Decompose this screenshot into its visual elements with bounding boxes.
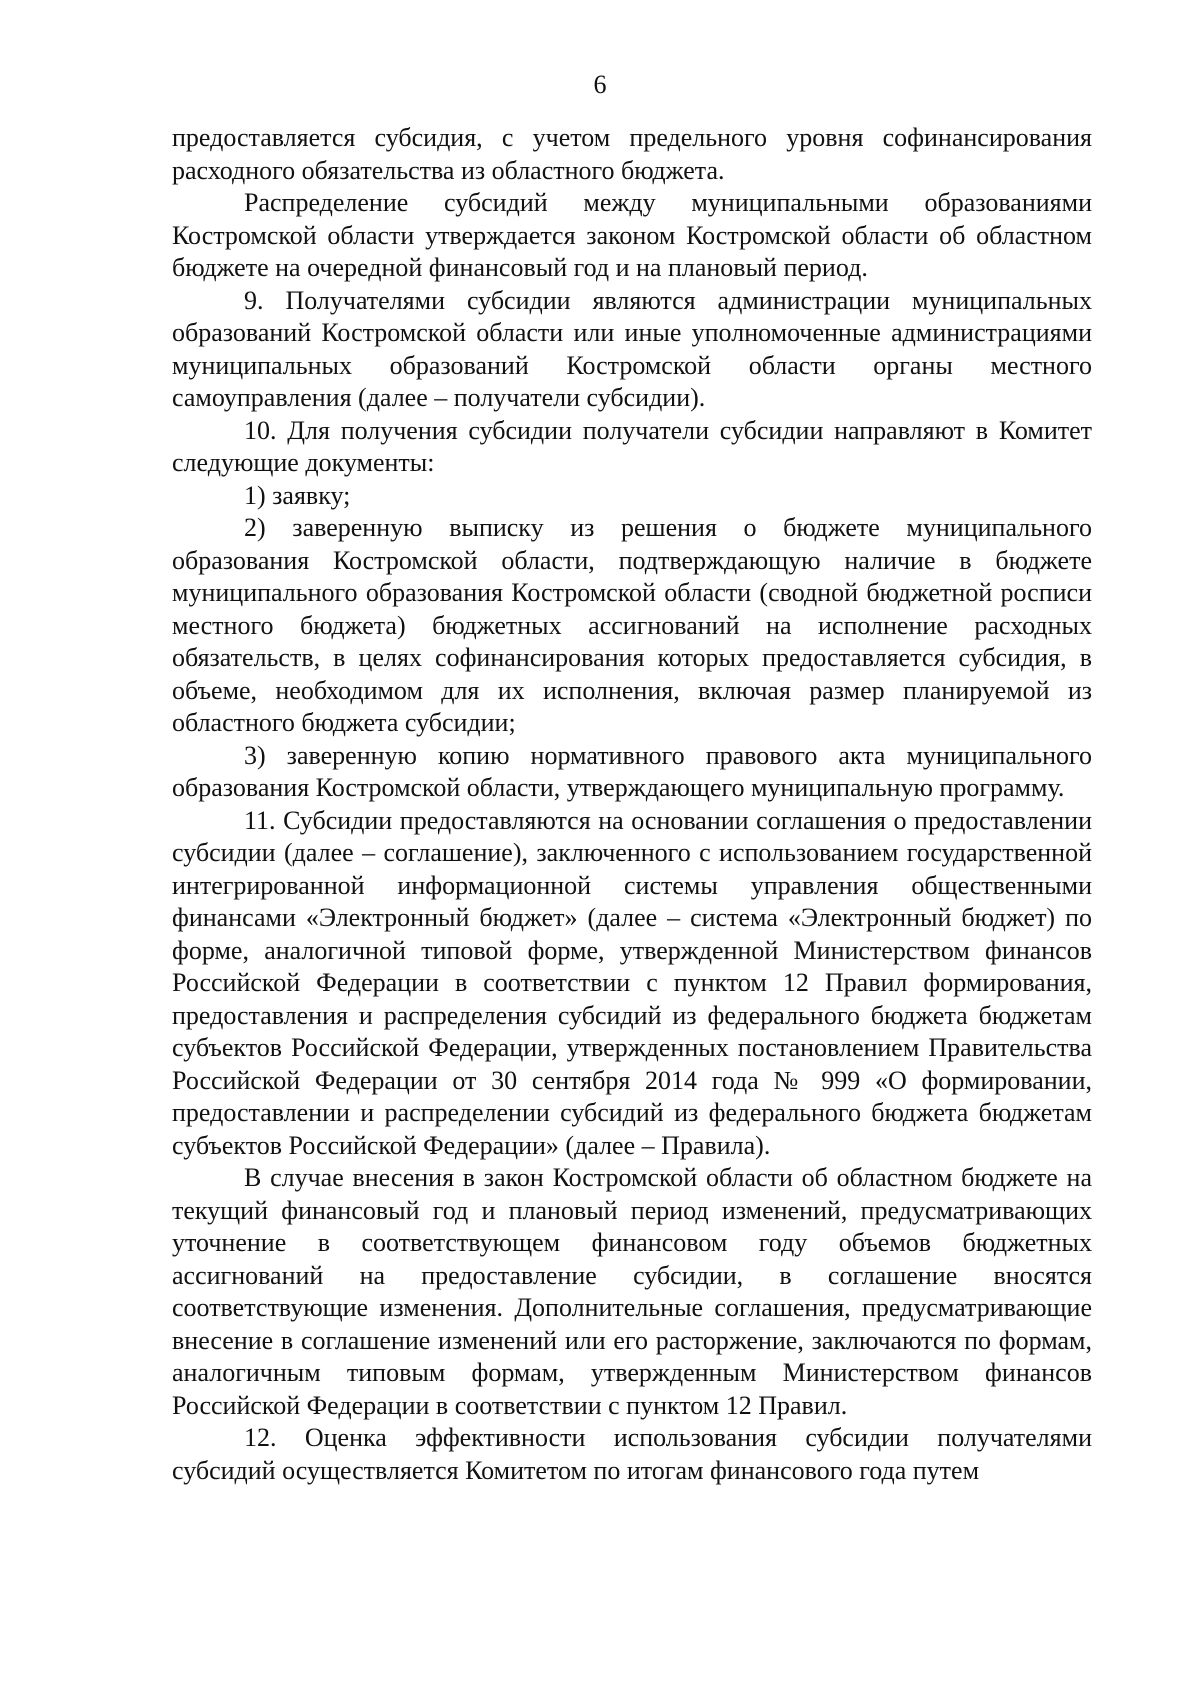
list-item-3: 3) заверенную копию нормативного правового акта муниципального образования Костромской области, утверждающего муниципальную программу. [172,740,1092,802]
paragraph-item-9: 9. Получателями субсидии являются администрации муниципальных образований Костромской области или иные уполномоченные администрациями муниципальных образований Костромской области органы местного самоуправления (далее – получатели субсидии). [172,285,1092,412]
paragraph-continuation: предоставляется субсидия, с учетом предельного уровня софинансирования расходного обязательства из областного бюджета. [172,123,1092,185]
document-body [172,122,1092,1487]
list-item-1: 1) заявку; [244,480,351,510]
paragraph-amendments: В случае внесения в закон Костромской области об областном бюджете на текущий финансовый год и плановый период изменений, предусматривающих уточнение в соответствующем финансовом году объемов бюджетных ассигнований на предоставление субсидии, в соглашение вносятся соответствующие изменения. Дополнительные соглашения, предусматривающие внесение в соглашение изменений или его расторжение, заключаются по формам, аналогичным типовым формам, утвержденным Министерством финансов Российской Федерации в соответствии с пунктом 12 Правил. [172,1163,1092,1420]
paragraph-item-10: 10. Для получения субсидии получатели субсидии направляют в Комитет следующие документы: [172,415,1092,477]
page-number: 6 [593,70,607,99]
paragraph-item-12: 12. Оценка эффективности использования субсидии получателями субсидий осуществляется Комитетом по итогам финансового года путем [172,1423,1092,1485]
list-item-2: 2) заверенную выписку из решения о бюджете муниципального образования Костромской области, подтверждающую наличие в бюджете муниципального образования Костромской области (сводной бюджетной росписи местного бюджета) бюджетных ассигнований на исполнение расходных обязательств, в целях софинансирования которых предоставляется субсидия, в объеме, необходимом для их исполнения, включая размер планируемой из областного бюджета субсидии; [172,513,1092,737]
paragraph-distribution: Распределение субсидий между муниципальными образованиями Костромской области утверждается законом Костромской области об областном бюджете на очередной финансовый год и на плановый период. [172,188,1092,282]
paragraph-item-11: 11. Субсидии предоставляются на основании соглашения о предоставлении субсидии (далее – соглашение), заключенного с использованием государственной интегрированной информационной системы управления общественными финансами «Электронный бюджет» (далее – система «Электронный бюджет) по форме, аналогичной типовой форме, утвержденной Министерством финансов Российской Федерации в соответствии с пунктом 12 Правил формирования, предоставления и распределения субсидий из федерального бюджета бюджетам субъектов Российской Федерации, утвержденных постановлением Правительства Российской Федерации от 30 сентября 2014 года № 999 «О формировании, предоставлении и распределении субсидий из федерального бюджета бюджетам субъектов Российской Федерации» (далее – Правила). [172,805,1092,1160]
